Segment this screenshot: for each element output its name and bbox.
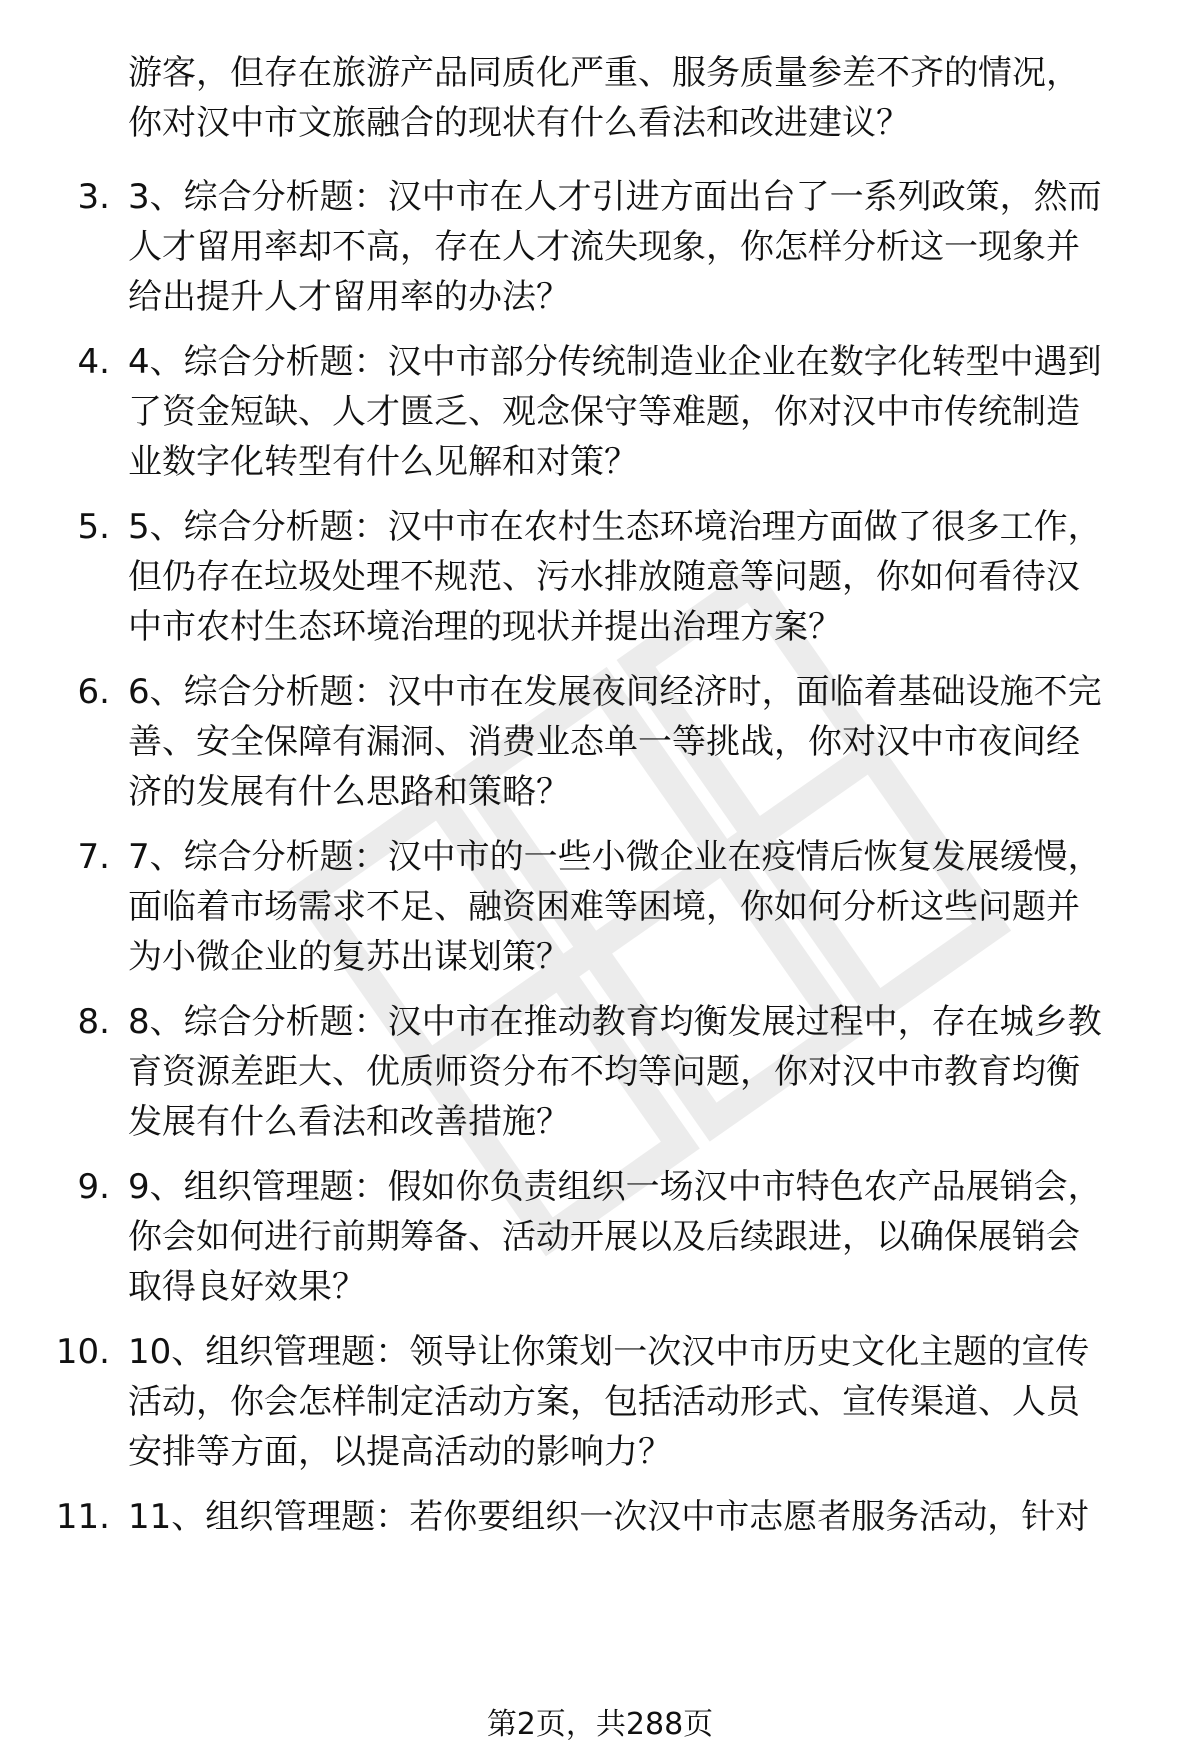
item-line: 6、综合分析题：汉中市在发展夜间经济时，面临着基础设施不完 bbox=[128, 672, 1102, 712]
item-text bbox=[128, 832, 1168, 982]
item-line: 育资源差距大、优质师资分布不均等问题，你对汉中市教育均衡 bbox=[128, 1052, 1080, 1092]
item-number: 3. bbox=[77, 177, 110, 217]
item-line: 安排等方面，以提高活动的影响力？ bbox=[128, 1432, 672, 1472]
item-line: 发展有什么看法和改善措施？ bbox=[128, 1102, 570, 1142]
item-number: 9. bbox=[77, 1167, 110, 1207]
item-text bbox=[128, 172, 1168, 322]
item-text bbox=[128, 1492, 1168, 1542]
item-line: 你会如何进行前期筹备、活动开展以及后续跟进，以确保展销会 bbox=[128, 1217, 1080, 1257]
item-number: 7. bbox=[77, 837, 110, 877]
item-number: 5. bbox=[77, 507, 110, 547]
item-line: 给出提升人才留用率的办法？ bbox=[128, 277, 570, 317]
item-number: 8. bbox=[77, 1002, 110, 1042]
item-number: 11. bbox=[55, 1497, 110, 1537]
item-line: 业数字化转型有什么见解和对策？ bbox=[128, 442, 638, 482]
item-line: 10、组织管理题：领导让你策划一次汉中市历史文化主题的宣传 bbox=[128, 1332, 1090, 1372]
item-text bbox=[128, 1327, 1168, 1477]
continuation-line: 你对汉中市文旅融合的现状有什么看法和改进建议？ bbox=[128, 103, 910, 143]
continuation-line: 游客，但存在旅游产品同质化严重、服务质量参差不齐的情况， bbox=[128, 53, 1080, 93]
item-number: 6. bbox=[77, 672, 110, 712]
item-line: 7、综合分析题：汉中市的一些小微企业在疫情后恢复发展缓慢， bbox=[128, 837, 1102, 877]
item-line: 活动，你会怎样制定活动方案，包括活动形式、宣传渠道、人员 bbox=[128, 1382, 1080, 1422]
item-text bbox=[128, 502, 1168, 652]
continuation-paragraph bbox=[128, 48, 1158, 148]
item-line: 5、综合分析题：汉中市在农村生态环境治理方面做了很多工作， bbox=[128, 507, 1102, 547]
item-line: 但仍存在垃圾处理不规范、污水排放随意等问题，你如何看待汉 bbox=[128, 557, 1080, 597]
item-line: 9、组织管理题：假如你负责组织一场汉中市特色农产品展销会， bbox=[128, 1167, 1102, 1207]
item-text bbox=[128, 1162, 1168, 1312]
item-line: 了资金短缺、人才匮乏、观念保守等难题，你对汉中市传统制造 bbox=[128, 392, 1080, 432]
item-line: 4、综合分析题：汉中市部分传统制造业企业在数字化转型中遇到 bbox=[128, 342, 1102, 382]
item-line: 8、综合分析题：汉中市在推动教育均衡发展过程中，存在城乡教 bbox=[128, 1002, 1102, 1042]
item-text bbox=[128, 667, 1168, 817]
item-line: 济的发展有什么思路和策略？ bbox=[128, 772, 570, 812]
item-line: 中市农村生态环境治理的现状并提出治理方案？ bbox=[128, 607, 842, 647]
item-text bbox=[128, 337, 1168, 487]
item-line: 面临着市场需求不足、融资困难等困境，你如何分析这些问题并 bbox=[128, 887, 1080, 927]
item-line: 为小微企业的复苏出谋划策？ bbox=[128, 937, 570, 977]
item-text bbox=[128, 997, 1168, 1147]
item-line: 善、安全保障有漏洞、消费业态单一等挑战，你对汉中市夜间经 bbox=[128, 722, 1080, 762]
item-number: 4. bbox=[77, 342, 110, 382]
item-number: 10. bbox=[55, 1332, 110, 1372]
item-line: 人才留用率却不高，存在人才流失现象，你怎样分析这一现象并 bbox=[128, 227, 1080, 267]
page-footer: 第2页，共288页 bbox=[486, 1707, 714, 1742]
item-line: 取得良好效果？ bbox=[128, 1267, 366, 1307]
item-line: 3、综合分析题：汉中市在人才引进方面出台了一系列政策，然而 bbox=[128, 177, 1102, 217]
item-line: 11、组织管理题：若你要组织一次汉中市志愿者服务活动，针对 bbox=[128, 1497, 1090, 1537]
